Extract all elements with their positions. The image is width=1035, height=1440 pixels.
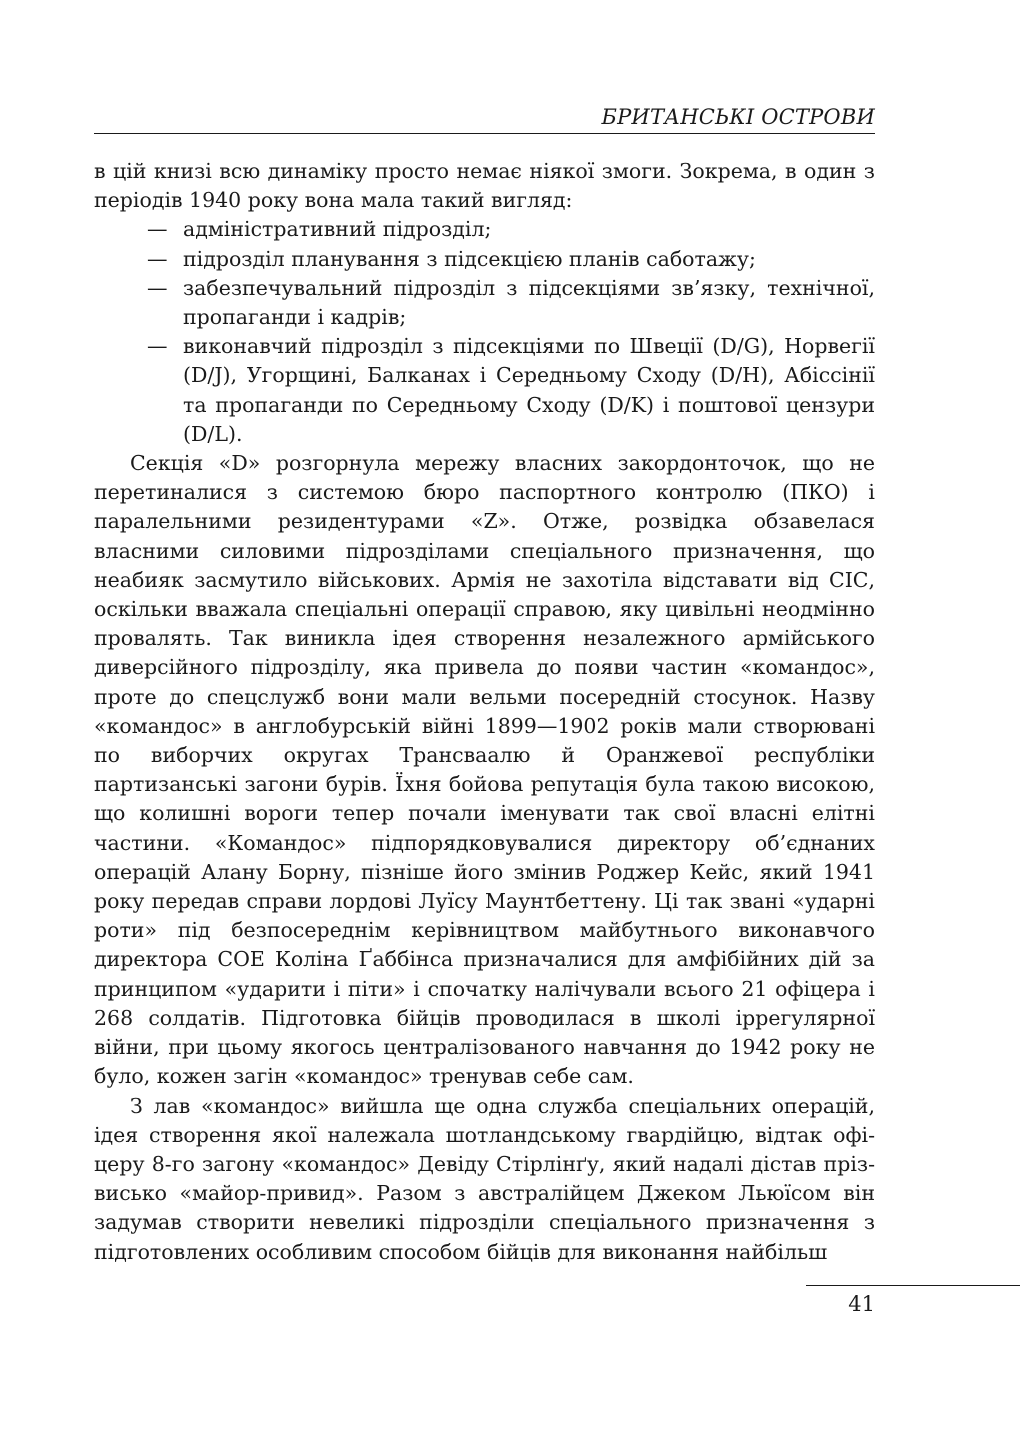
body-paragraph-1: Секція «D» розгорнула мережу власних закордонточок, що не перетиналися з системою бюро паспортного контролю (ПКО) і паралельними резидентурами «Z». Отже, розвідка обзавелася власними силовими підрозділами спеціального призначення, що неабияк засмутило військових. Армія не захотіла відставати від СІС, оскільки вважала спеціальні операції справою, яку цивільні неодмінно провалять. Так виникла ідея створення незалежного армійського диверсійного підрозділу, яка привела до появи частин «командос», проте до спецслужб вони мали вельми посередній стосунок. Назву «командос» в англобурській війні 1899—1902 років мали створювані по виборчих округах Трансваалю й Оранжевої республіки партизанські загони бурів. Їхня бойова репутація була такою високою, що колишні вороги тепер почали іменувати так свої власні елітні частини. «Командос» підпорядковувалися директору об’єднаних операцій Алану Борну, пізніше його змінив Роджер Кейс, який 1941 року передав справи лордові Луїсу Маунтбеттену. Ці так звані «ударні роти» під безпосереднім керівництвом майбутнього виконавчого директора СОЕ Коліна Ґаббінса призначалися для амфібійних дій за принципом «ударити і піти» і спочатку налічували всього 21 офіцера і 268 солдатів. Підготовка бійців проводилася в школі іррегулярної війни, при цьому якогось централізованого навчання до 1942 року не було, кожен загін «командос» тренував себе сам. <box>94 451 875 1089</box>
sections-list <box>94 215 875 449</box>
list-item-text: забезпечувальний підрозділ з підсекціями зв’язку, технічної, пропаганди і кадрів; <box>183 275 875 330</box>
list-item <box>147 332 875 449</box>
running-header-title: БРИТАНСЬКІ ОСТРОВИ <box>601 105 875 129</box>
header-rule <box>94 133 875 134</box>
list-item-text: адміністративний підрозділ; <box>183 217 492 242</box>
body-paragraph-2: З лав «командос» вийшла ще одна служба спеціальних операцій, ідея створення якої належала шотландському гвардійцю, відтак офіцеру 8-го загону «командос» Девіду Стірлінґу, який надалі дістав прізвисько «майор-привид». Разом з австралійцем Джеком Льюїсом він задумав створити невеликі підрозділи спеціального призначення з підготовлених особливим способом бійців для виконання найбільш <box>94 1093 875 1264</box>
list-item <box>147 245 875 274</box>
dash-marker: — <box>147 334 168 359</box>
dash-marker: — <box>147 275 168 300</box>
page-number: 41 <box>848 1292 875 1316</box>
list-item-text: виконавчий підрозділ з підсекціями по Швеції (D/G), Норвегії (D/J), Угорщині, Балканах і Середньому Сходу (D/H), Абіссінії та пропаганди по Середньому Сходу (D/K) і поштової цензури (D/L). <box>183 334 875 446</box>
list-item <box>147 215 875 244</box>
dash-marker: — <box>147 217 168 242</box>
footer-rule <box>806 1285 1020 1286</box>
intro-paragraph: в цій книзі всю динаміку просто немає ніякої змоги. Зокрема, в один з періодів 1940 року вона мала такий вигляд: <box>94 159 875 213</box>
page-body <box>94 157 875 1267</box>
list-item-text: підрозділ планування з підсекцією планів саботажу; <box>183 246 756 271</box>
dash-marker: — <box>147 246 168 271</box>
list-item <box>147 274 875 332</box>
